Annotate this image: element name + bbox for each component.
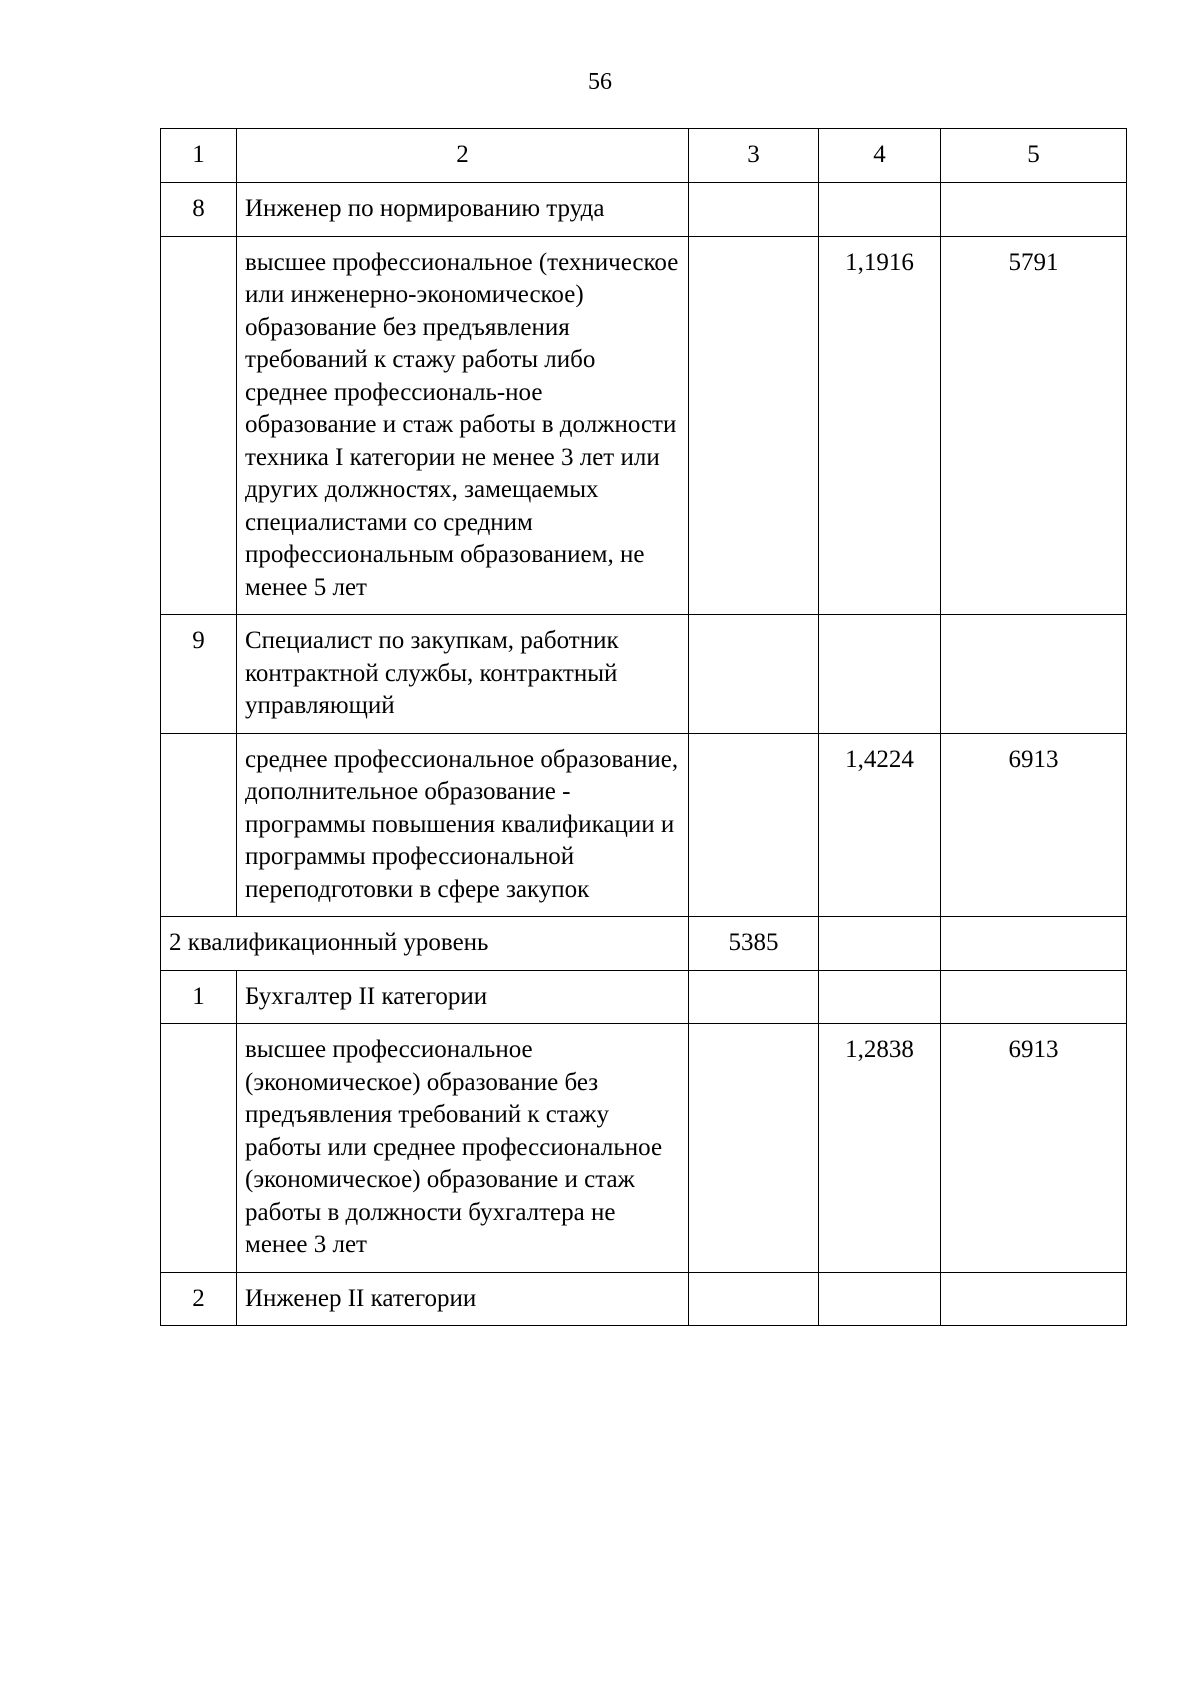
header-col-5: 5: [941, 129, 1127, 183]
salary-cell: [941, 615, 1127, 734]
salary-cell: 6913: [941, 1024, 1127, 1273]
position-title: Инженер по нормированию труда: [237, 183, 689, 237]
coefficient-cell: [819, 615, 941, 734]
base-salary-cell: 5385: [689, 917, 819, 971]
salary-cell: [941, 183, 1127, 237]
header-col-1: 1: [161, 129, 237, 183]
position-title: Специалист по закупкам, работник контрактной службы, контрактный управляющий: [237, 615, 689, 734]
salary-cell: [941, 917, 1127, 971]
header-col-2: 2: [237, 129, 689, 183]
header-col-4: 4: [819, 129, 941, 183]
row-number: 1: [161, 970, 237, 1024]
row-number: [161, 733, 237, 917]
table-row: [161, 236, 1127, 615]
header-col-3: 3: [689, 129, 819, 183]
row-number: [161, 236, 237, 615]
row-number: 8: [161, 183, 237, 237]
position-title: Инженер II категории: [237, 1272, 689, 1326]
row-number: 2: [161, 1272, 237, 1326]
table-row: [161, 615, 1127, 734]
base-salary-cell: [689, 1272, 819, 1326]
coefficient-cell: 1,4224: [819, 733, 941, 917]
salary-cell: 5791: [941, 236, 1127, 615]
table-header-row: [161, 129, 1127, 183]
table-row: [161, 970, 1127, 1024]
table-row: [161, 183, 1127, 237]
table-row: [161, 1272, 1127, 1326]
coefficient-cell: [819, 970, 941, 1024]
base-salary-cell: [689, 236, 819, 615]
base-salary-cell: [689, 615, 819, 734]
table-row: [161, 1024, 1127, 1273]
coefficient-cell: [819, 917, 941, 971]
base-salary-cell: [689, 733, 819, 917]
salary-table: [160, 128, 1127, 1326]
position-title: Бухгалтер II категории: [237, 970, 689, 1024]
coefficient-cell: [819, 183, 941, 237]
coefficient-cell: [819, 1272, 941, 1326]
row-number: 9: [161, 615, 237, 734]
qualification-level-label: 2 квалификационный уровень: [161, 917, 689, 971]
qualification-level-row: [161, 917, 1127, 971]
row-number: [161, 1024, 237, 1273]
coefficient-cell: 1,2838: [819, 1024, 941, 1273]
base-salary-cell: [689, 970, 819, 1024]
page-number: 56: [588, 69, 612, 95]
qualification-requirements: высшее профессиональное (техническое или инженерно-экономическое) образование без предъявления требований к стажу работы либо среднее профессиональ-ное образование и стаж работы в должности техника I категории не менее 3 лет или других должностях, замещаемых специалистами со средним профессиональным образованием, не менее 5 лет: [237, 236, 689, 615]
salary-cell: [941, 970, 1127, 1024]
base-salary-cell: [689, 183, 819, 237]
qualification-requirements: среднее профессиональное образование, дополнительное образование - программы повышения квалификации и программы профессиональной переподготовки в сфере закупок: [237, 733, 689, 917]
coefficient-cell: 1,1916: [819, 236, 941, 615]
base-salary-cell: [689, 1024, 819, 1273]
table-row: [161, 733, 1127, 917]
qualification-requirements: высшее профессиональное (экономическое) образование без предъявления требований к стажу работы или среднее профессиональное (экономическое) образование и стаж работы в должности бухгалтера не менее 3 лет: [237, 1024, 689, 1273]
salary-cell: [941, 1272, 1127, 1326]
salary-cell: 6913: [941, 733, 1127, 917]
